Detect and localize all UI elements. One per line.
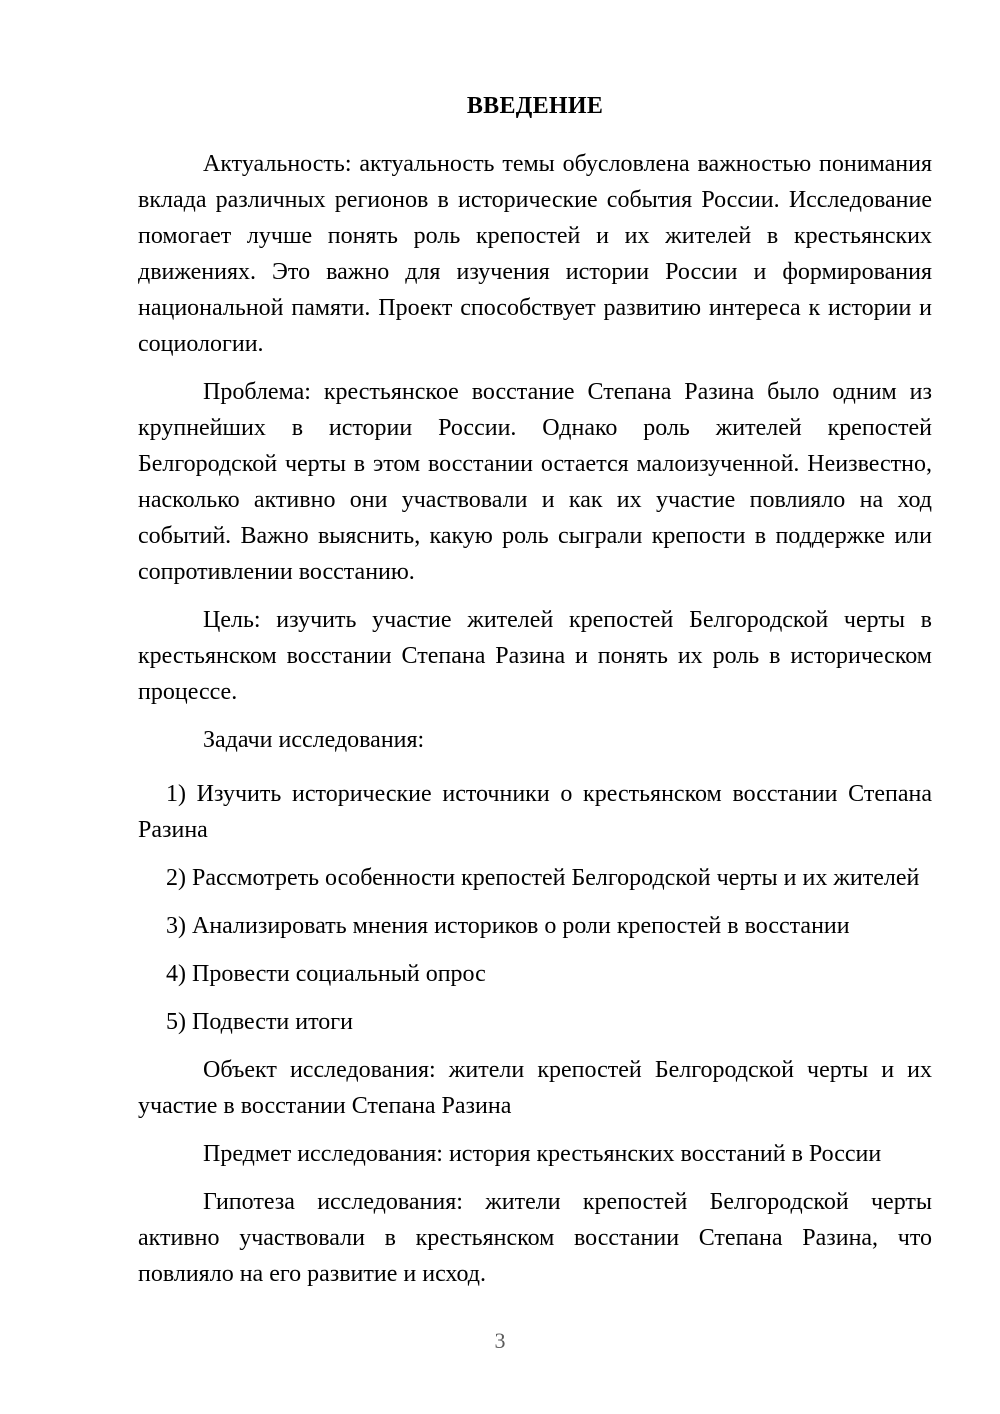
page-title: ВВЕДЕНИЕ xyxy=(466,93,604,119)
page-number: 3 xyxy=(494,1328,506,1353)
paragraph-object: Объект исследования: жители крепостей Белгородской черты и их участие в восстании Степана Разина xyxy=(138,1057,932,1119)
paragraph-relevance: Актуальность: актуальность темы обусловлена важностью понимания вклада различных регионов в исторические события России. Исследование помогает лучше понять роль крепостей и их жителей в крестьянских движениях. Это важно для изучения истории России и формирования национальной памяти. Проект способствует развитию интереса к истории и социологии. xyxy=(138,151,932,357)
task-list-item-4: 4) Провести социальный опрос xyxy=(166,961,486,987)
tasks-heading: Задачи исследования: xyxy=(203,727,425,753)
paragraph-problem: Проблема: крестьянское восстание Степана Разина было одним из крупнейших в истории России. Однако роль жителей крепостей Белгородской черты в этом восстании остается малоизученной. Неизвестно, насколько активно они участвовали и как их участие повлияло на ход событий. Важно выяснить, какую роль сыграли крепости в поддержке или сопротивлении восстанию. xyxy=(138,379,932,585)
task-list-item-5: 5) Подвести итоги xyxy=(166,1009,353,1035)
paragraph-goal: Цель: изучить участие жителей крепостей Белгородской черты в крестьянском восстании Степана Разина и понять их роль в историческом процессе. xyxy=(138,607,932,705)
task-list-item-2: 2) Рассмотреть особенности крепостей Белгородской черты и их жителей xyxy=(166,865,920,891)
task-list-item-3: 3) Анализировать мнения историков о роли крепостей в восстании xyxy=(166,913,850,939)
paragraph-subject: Предмет исследования: история крестьянских восстаний в России xyxy=(203,1141,882,1167)
task-list-item-1: 1) Изучить исторические источники о крестьянском восстании Степана Разина xyxy=(138,781,932,843)
document-body xyxy=(138,88,932,1292)
paragraph-hypothesis: Гипотеза исследования: жители крепостей Белгородской черты активно участвовали в крестьянском восстании Степана Разина, что повлияло на его развитие и исход. xyxy=(138,1189,932,1287)
